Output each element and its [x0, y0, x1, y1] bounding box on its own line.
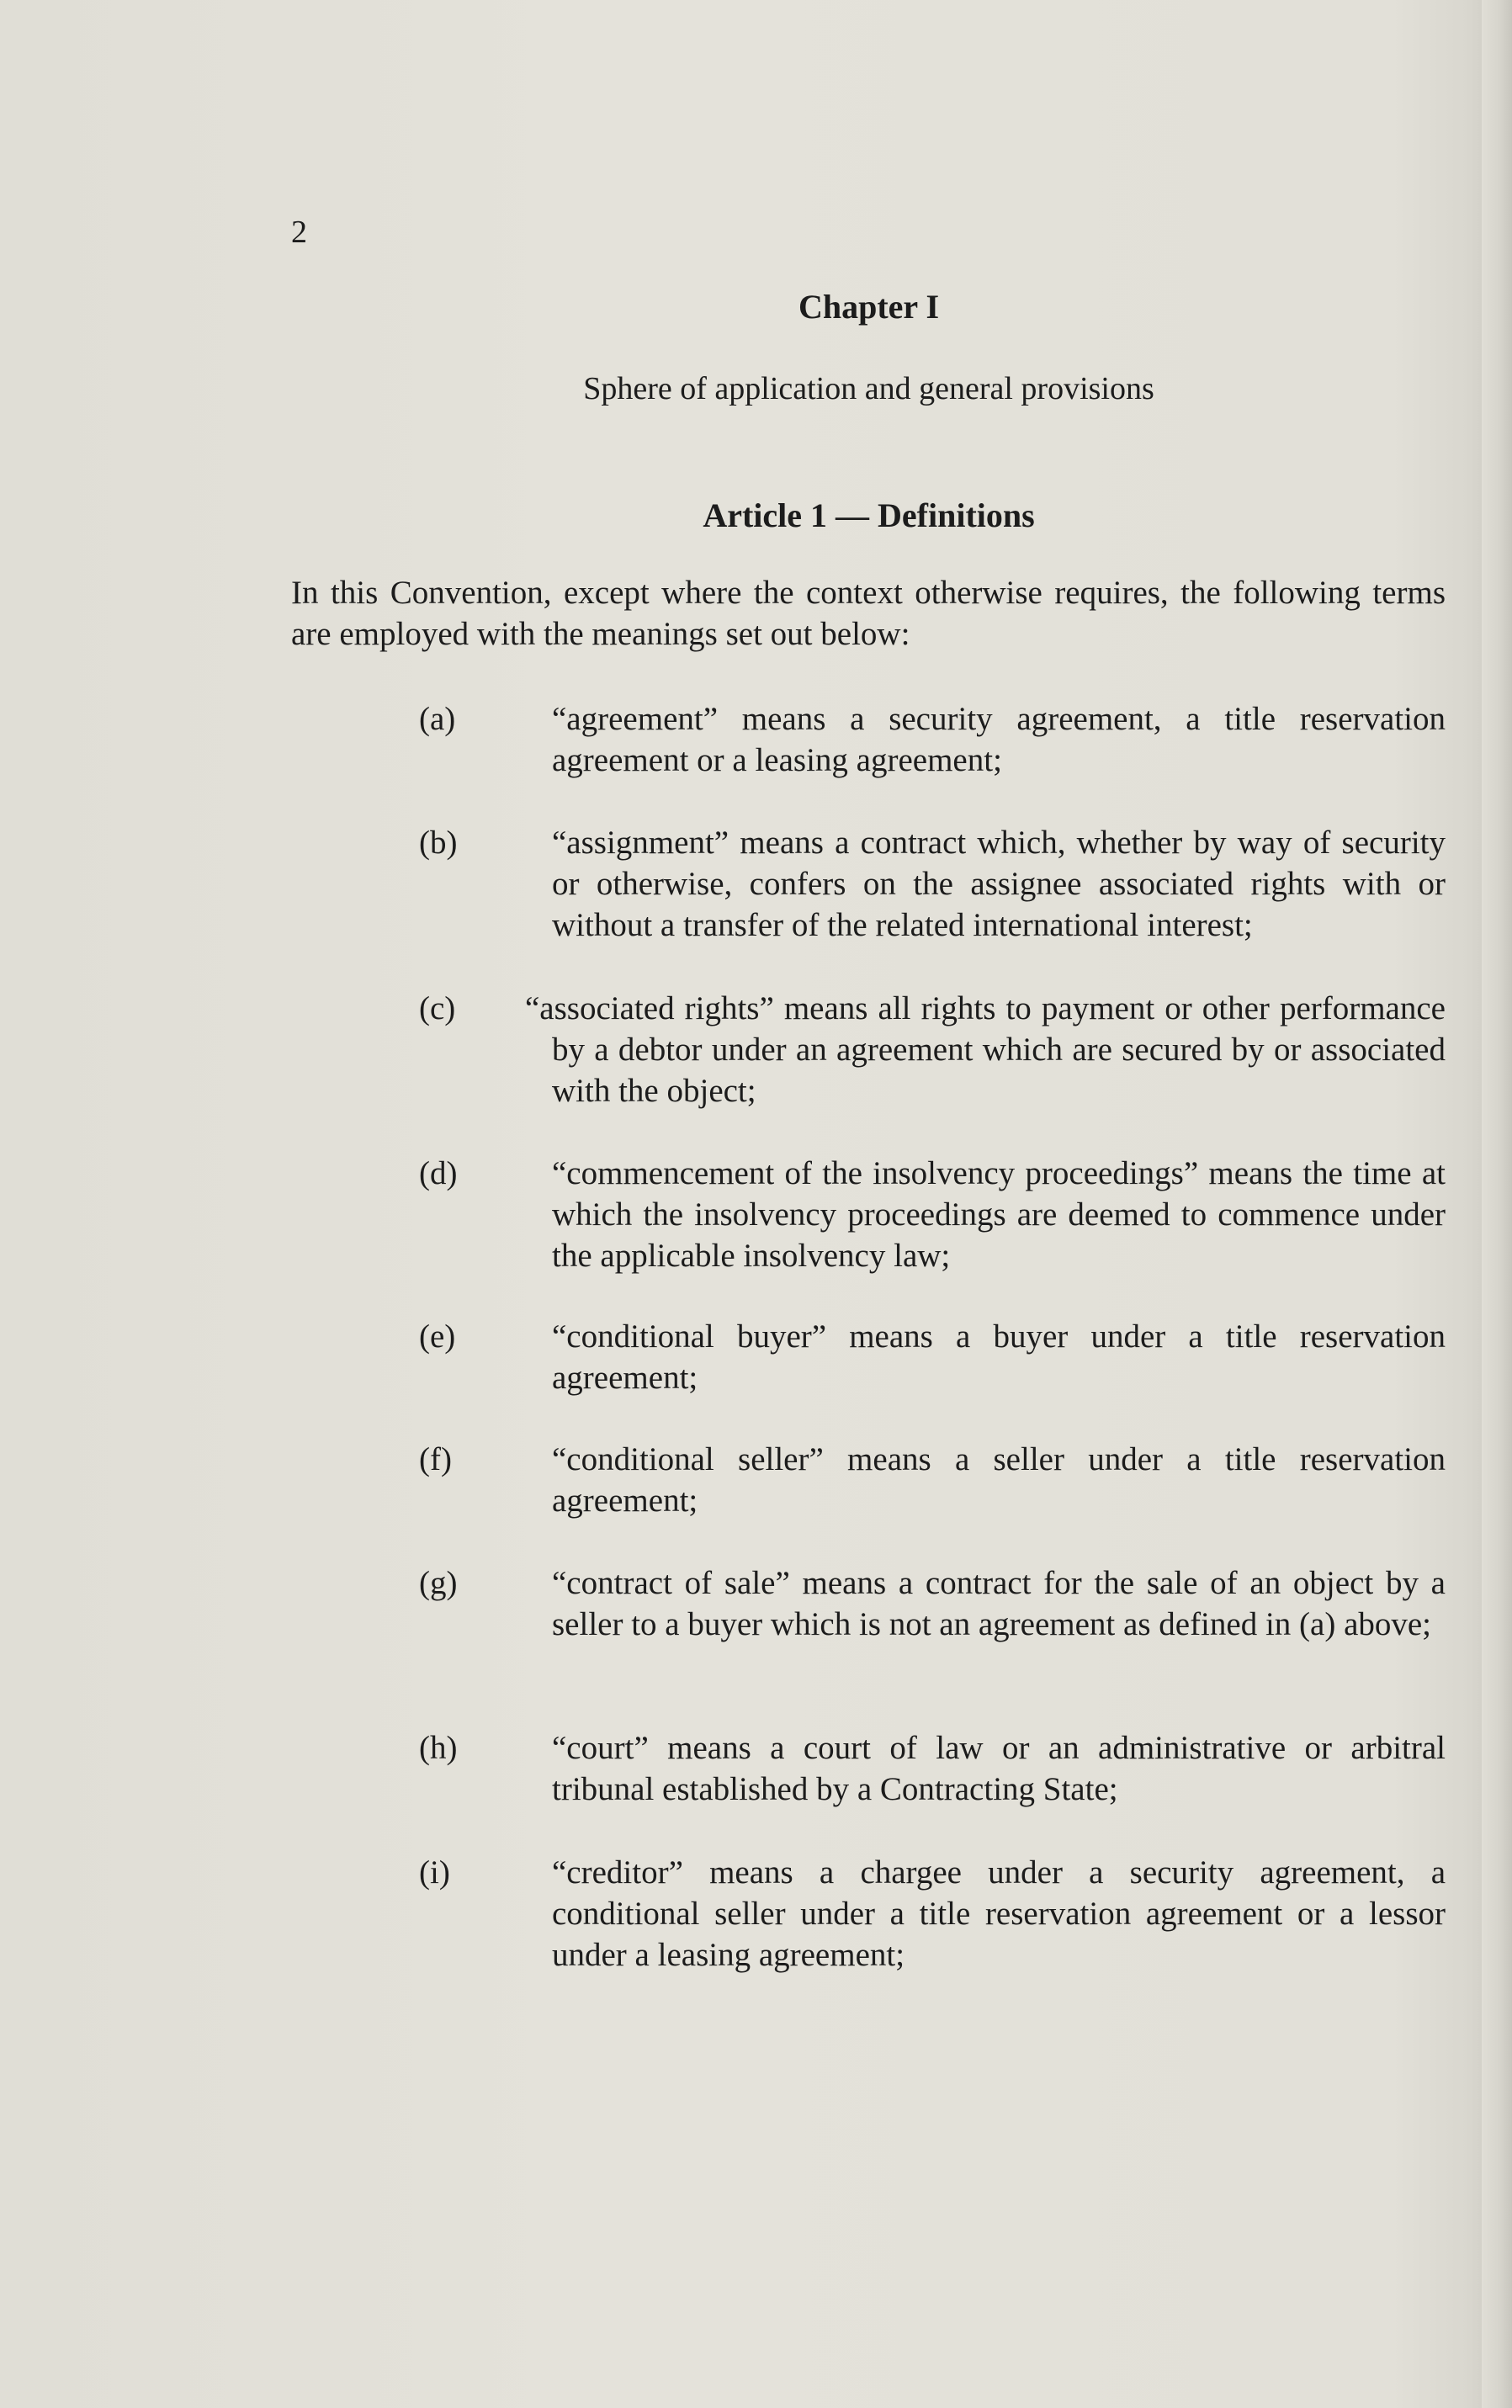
definition-letter: (g): [419, 1565, 458, 1601]
definition-item: [291, 698, 1446, 781]
definition-item: [291, 988, 1446, 1111]
definition-letter: (d): [419, 1155, 458, 1191]
definition-letter: (h): [419, 1730, 458, 1766]
definition-item: [291, 1439, 1446, 1521]
definition-text: “conditional buyer” means a buyer under a title reservation agreement;: [552, 1318, 1446, 1396]
definition-letter: (i): [419, 1854, 450, 1891]
definition-item: [291, 1153, 1446, 1276]
definition-item: [291, 1852, 1446, 1976]
definition-item: [291, 1562, 1446, 1645]
page-number: 2: [291, 215, 307, 250]
definition-letter: (b): [419, 825, 458, 861]
definition-text: “contract of sale” means a contract for the sale of an object by a seller to a buyer which is not an agreement as defined in (a) above;: [552, 1565, 1446, 1642]
definition-text: “creditor” means a chargee under a security agreement, a conditional seller under a title reservation agreement or a lessor under a leasing agreement;: [552, 1854, 1446, 1973]
article-title: Article 1 — Definitions: [703, 496, 1035, 534]
definition-text: “conditional seller” means a seller under a title reservation agreement;: [552, 1441, 1446, 1519]
definition-text: “court” means a court of law or an administrative or arbitral tribunal established by a Contracting State;: [552, 1730, 1446, 1807]
definition-text: “commencement of the insolvency proceedings” means the time at which the insolvency proceedings are deemed to commence under the applicable insolvency law;: [552, 1155, 1446, 1274]
chapter-subtitle: Sphere of application and general provisions: [583, 371, 1154, 406]
definition-letter: (f): [419, 1441, 452, 1477]
definition-letter: (a): [419, 701, 456, 737]
page-edge: [1482, 0, 1512, 2408]
chapter-title: Chapter I: [798, 288, 940, 326]
definition-letter: (e): [419, 1318, 456, 1355]
definition-text: “assignment” means a contract which, whether by way of security or otherwise, confers on the assignee associated rights with or without a transfer of the related international interest;: [552, 825, 1446, 943]
definition-item: [291, 1727, 1446, 1810]
definition-text: “associated rights” means all rights to payment or other performance by a debtor under an agreement which are secured by or associated with the object;: [525, 990, 1446, 1109]
definition-text: “agreement” means a security agreement, a title reservation agreement or a leasing agreement;: [552, 701, 1446, 778]
definition-item: [291, 822, 1446, 946]
definition-letter: (c): [419, 990, 456, 1026]
article-intro: In this Convention, except where the context otherwise requires, the following terms are employed with the meanings set out below:: [291, 575, 1446, 652]
definition-item: [291, 1316, 1446, 1398]
